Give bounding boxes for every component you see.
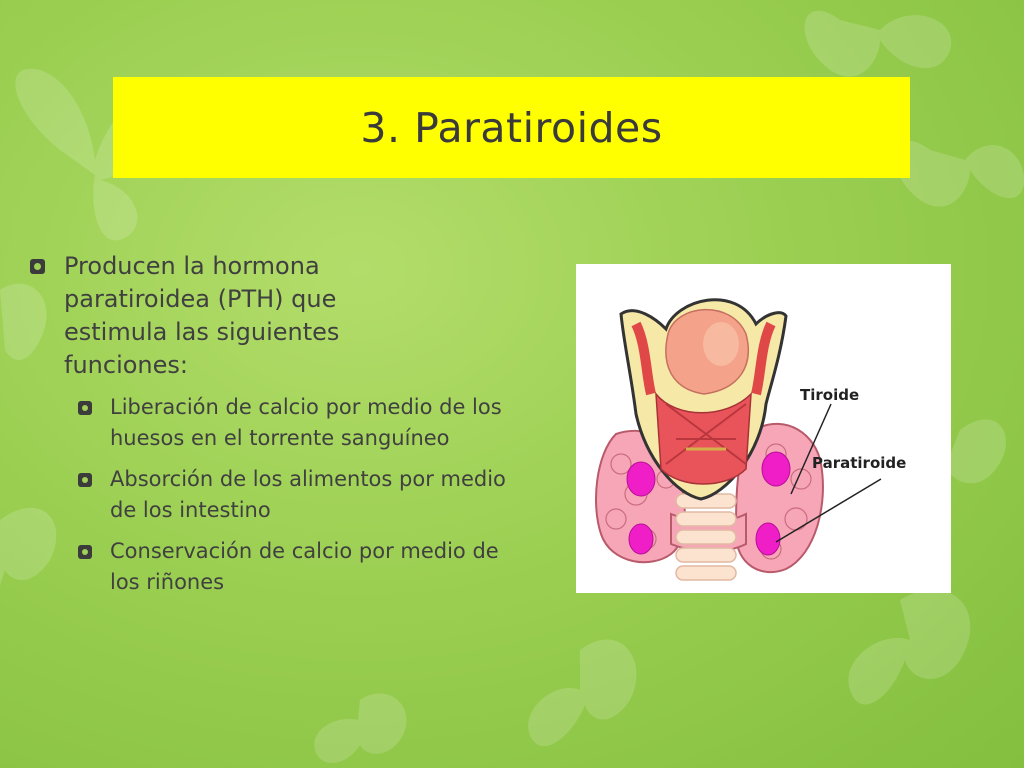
anatomy-drawing: [576, 264, 951, 593]
label-paratiroide: Paratiroide: [812, 454, 907, 472]
bullet-marker-icon: [76, 392, 110, 423]
bullet-list: [28, 250, 528, 598]
bullet-text: Producen la hormona paratiroidea (PTH) que estimula las siguientes funciones:: [64, 252, 340, 379]
sub-bullet-item: [76, 536, 528, 598]
butterfly-icon: [528, 640, 636, 747]
bullet-marker-icon: [28, 250, 64, 283]
butterfly-icon: [848, 590, 970, 705]
bullet-marker-icon: [76, 464, 110, 495]
butterfly-icon: [314, 694, 406, 763]
slide-title: 3. Paratiroides: [360, 103, 663, 152]
sub-bullet-item: [76, 464, 528, 526]
thyroid-illustration: [576, 264, 951, 593]
butterfly-icon: [895, 141, 1024, 207]
bullet-item: [28, 250, 528, 382]
title-bar: [113, 77, 910, 178]
butterfly-icon: [805, 11, 952, 77]
sub-bullet-text: Liberación de calcio por medio de los huesos en el torrente sanguíneo: [110, 395, 502, 450]
label-tiroide: Tiroide: [800, 386, 860, 404]
bullet-marker-icon: [76, 536, 110, 567]
sub-bullet-text: Conservación de calcio por medio de los riñones: [110, 539, 499, 594]
trachea: [676, 494, 736, 580]
sub-bullet-item: [76, 392, 528, 454]
sub-bullet-text: Absorción de los alimentos por medio de los intestino: [110, 467, 506, 522]
